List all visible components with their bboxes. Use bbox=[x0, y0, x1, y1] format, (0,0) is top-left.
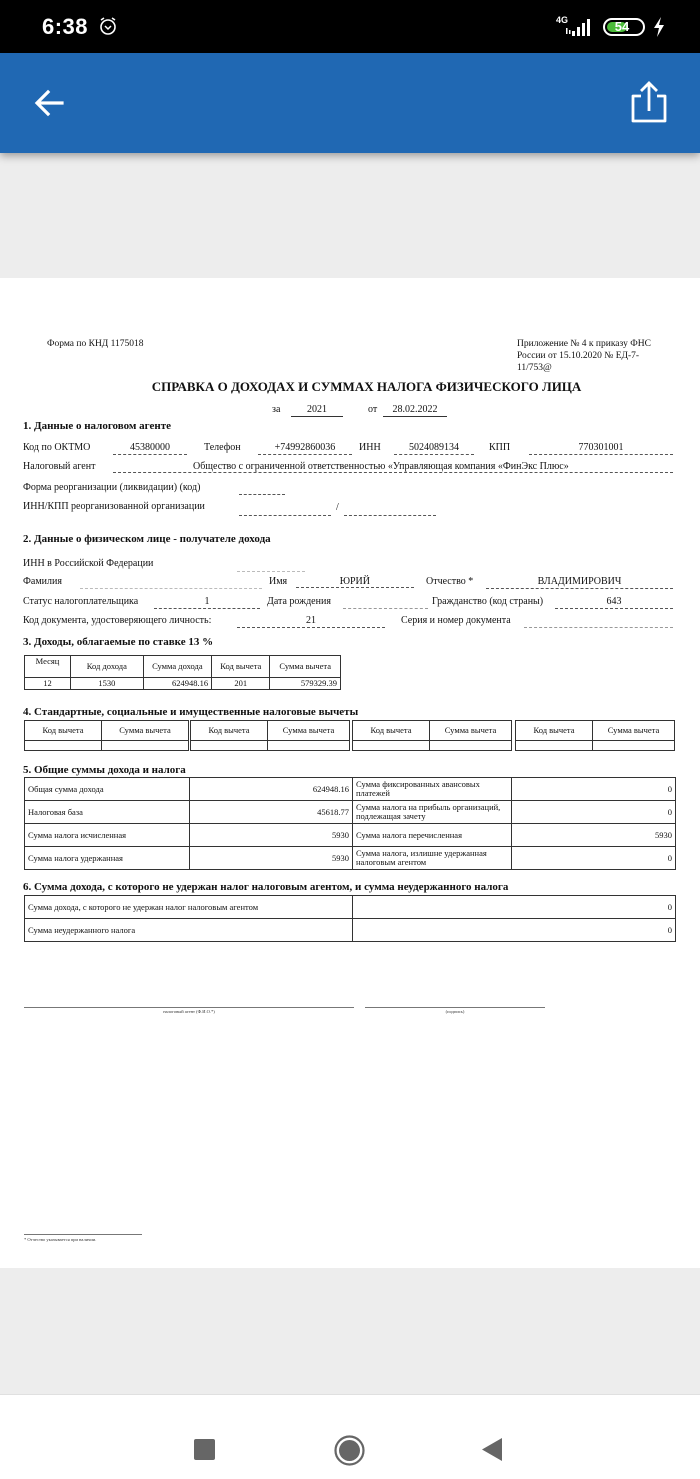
status-value: 1 bbox=[154, 596, 260, 609]
citizenship-value: 643 bbox=[555, 596, 673, 609]
surname-label: Фамилия bbox=[23, 576, 62, 587]
deductions-table-1: Код вычета Сумма вычета bbox=[24, 720, 189, 751]
signature-caption: (подпись) bbox=[445, 1009, 465, 1014]
col-income-code: Код дохода bbox=[71, 656, 144, 678]
clock: 6:38 bbox=[42, 14, 89, 39]
date-label: от bbox=[368, 404, 378, 415]
year-value: 2021 bbox=[291, 404, 343, 417]
date-value: 28.02.2022 bbox=[383, 404, 447, 417]
footnote-divider bbox=[24, 1234, 142, 1235]
signal-icon bbox=[566, 18, 592, 36]
reorg-inn-kpp-label: ИНН/КПП реорганизованной организации bbox=[23, 501, 205, 512]
section5-heading: 5. Общие суммы дохода и налога bbox=[23, 764, 186, 776]
battery-icon: 54 bbox=[603, 18, 645, 36]
deductions-table-3: Код вычета Сумма вычета bbox=[352, 720, 512, 751]
recent-apps-icon[interactable] bbox=[194, 1439, 215, 1460]
surname-value bbox=[80, 576, 262, 589]
col-deduction-sum: Сумма вычета bbox=[270, 656, 341, 678]
person-inn-value bbox=[237, 559, 305, 572]
table-row: Сумма дохода, с которого не удержан налог налоговым агентом 0 bbox=[25, 896, 676, 919]
oktmo-label: Код по ОКТМО bbox=[23, 442, 91, 453]
form-code: Форма по КНД 1175018 bbox=[47, 339, 144, 349]
person-inn-label: ИНН в Российской Федерации bbox=[23, 558, 154, 569]
reorg-kpp-value bbox=[344, 503, 436, 516]
patronymic-label: Отчество * bbox=[426, 576, 474, 587]
kpp-value: 770301001 bbox=[529, 442, 673, 455]
app-bar bbox=[0, 53, 700, 153]
reorg-separator: / bbox=[336, 502, 339, 513]
agent-signature-caption: налоговый агент (Ф.И.О.*) bbox=[163, 1009, 215, 1014]
status-label: Статус налогоплательщика bbox=[23, 596, 139, 607]
agent-value: Общество с ограниченной ответственностью «Управляющая компания «ФинЭкс Плюс» bbox=[113, 461, 673, 473]
phone-label: Телефон bbox=[204, 442, 241, 453]
appendix-line-2: России от 15.10.2020 № ЕД-7- bbox=[517, 351, 640, 361]
status-bar bbox=[0, 0, 700, 53]
arrow-left-icon[interactable] bbox=[30, 85, 70, 121]
reorg-inn-value bbox=[239, 503, 331, 516]
citizenship-label: Гражданство (код страны) bbox=[432, 596, 544, 607]
doc-number-label: Серия и номер документа bbox=[401, 615, 511, 626]
document-page bbox=[0, 278, 700, 1268]
doc-code-label: Код документа, удостоверяющего личность: bbox=[23, 615, 212, 626]
birth-value bbox=[343, 596, 428, 609]
doc-number-value bbox=[524, 615, 673, 628]
totals-table bbox=[24, 777, 676, 870]
reorg-form-label: Форма реорганизации (ликвидации) (код) bbox=[23, 482, 201, 493]
patronymic-value: ВЛАДИМИРОВИЧ bbox=[486, 576, 673, 589]
oktmo-value: 45380000 bbox=[113, 442, 187, 455]
reorg-form-value bbox=[239, 482, 285, 495]
kpp-label: КПП bbox=[489, 442, 511, 453]
section4-heading: 4. Стандартные, социальные и имущественные налоговые вычеты bbox=[23, 706, 359, 718]
deductions-table-4: Код вычета Сумма вычета bbox=[515, 720, 675, 751]
charging-icon bbox=[652, 17, 666, 37]
col-month: Месяц bbox=[25, 656, 71, 678]
section1-heading: 1. Данные о налоговом агенте bbox=[23, 420, 172, 432]
phone-value: +74992860036 bbox=[258, 442, 352, 455]
col-deduction-code: Код вычета bbox=[212, 656, 270, 678]
col-income-sum: Сумма дохода bbox=[143, 656, 212, 678]
agent-inn-label: ИНН bbox=[359, 442, 381, 453]
unwithheld-table bbox=[24, 895, 676, 942]
back-icon[interactable] bbox=[481, 1437, 503, 1462]
home-icon[interactable] bbox=[334, 1435, 365, 1466]
section6-heading: 6. Сумма дохода, с которого не удержан налог налоговым агентом, и сумма неудержанного налога bbox=[23, 881, 509, 893]
deductions-table-2: Код вычета Сумма вычета bbox=[190, 720, 350, 751]
footnote: * Отчество указывается при наличии. bbox=[24, 1237, 97, 1242]
signature-line bbox=[365, 1007, 545, 1008]
year-label: за bbox=[272, 404, 281, 415]
name-value: ЮРИЙ bbox=[296, 576, 414, 588]
table-row: Сумма налога исчисленная 5930 Сумма налога перечисленная 5930 bbox=[25, 824, 676, 847]
table-row: Сумма налога удержанная 5930 Сумма налога, излишне удержанная налоговым агентом 0 bbox=[25, 847, 676, 870]
network-type: 4G bbox=[556, 15, 569, 25]
income-table bbox=[24, 655, 341, 690]
birth-label: Дата рождения bbox=[267, 596, 331, 607]
share-icon[interactable] bbox=[626, 80, 672, 126]
name-label: Имя bbox=[269, 576, 288, 587]
alarm-icon bbox=[98, 16, 118, 36]
table-row: Общая сумма дохода 624948.16 Сумма фиксированных авансовых платежей 0 bbox=[25, 778, 676, 801]
appendix-line-3: 11/753@ bbox=[517, 363, 552, 373]
table-row: 12 1530 624948.16 201 579329.39 bbox=[25, 678, 341, 690]
system-nav-bar bbox=[0, 1394, 700, 1479]
table-row: Сумма неудержанного налога 0 bbox=[25, 919, 676, 942]
section3-heading: 3. Доходы, облагаемые по ставке 13 % bbox=[23, 636, 214, 648]
doc-code-value: 21 bbox=[237, 615, 385, 628]
section2-heading: 2. Данные о физическом лице - получателе дохода bbox=[23, 533, 271, 545]
table-row: Налоговая база 45618.77 Сумма налога на прибыль организаций, подлежащая зачету 0 bbox=[25, 801, 676, 824]
agent-inn-value: 5024089134 bbox=[394, 442, 474, 455]
agent-label: Налоговый агент bbox=[23, 461, 96, 472]
document-title: СПРАВКА О ДОХОДАХ И СУММАХ НАЛОГА ФИЗИЧЕСКОГО ЛИЦА bbox=[151, 379, 582, 394]
agent-signature-line bbox=[24, 1007, 354, 1008]
appendix-line-1: Приложение № 4 к приказу ФНС bbox=[517, 339, 651, 349]
